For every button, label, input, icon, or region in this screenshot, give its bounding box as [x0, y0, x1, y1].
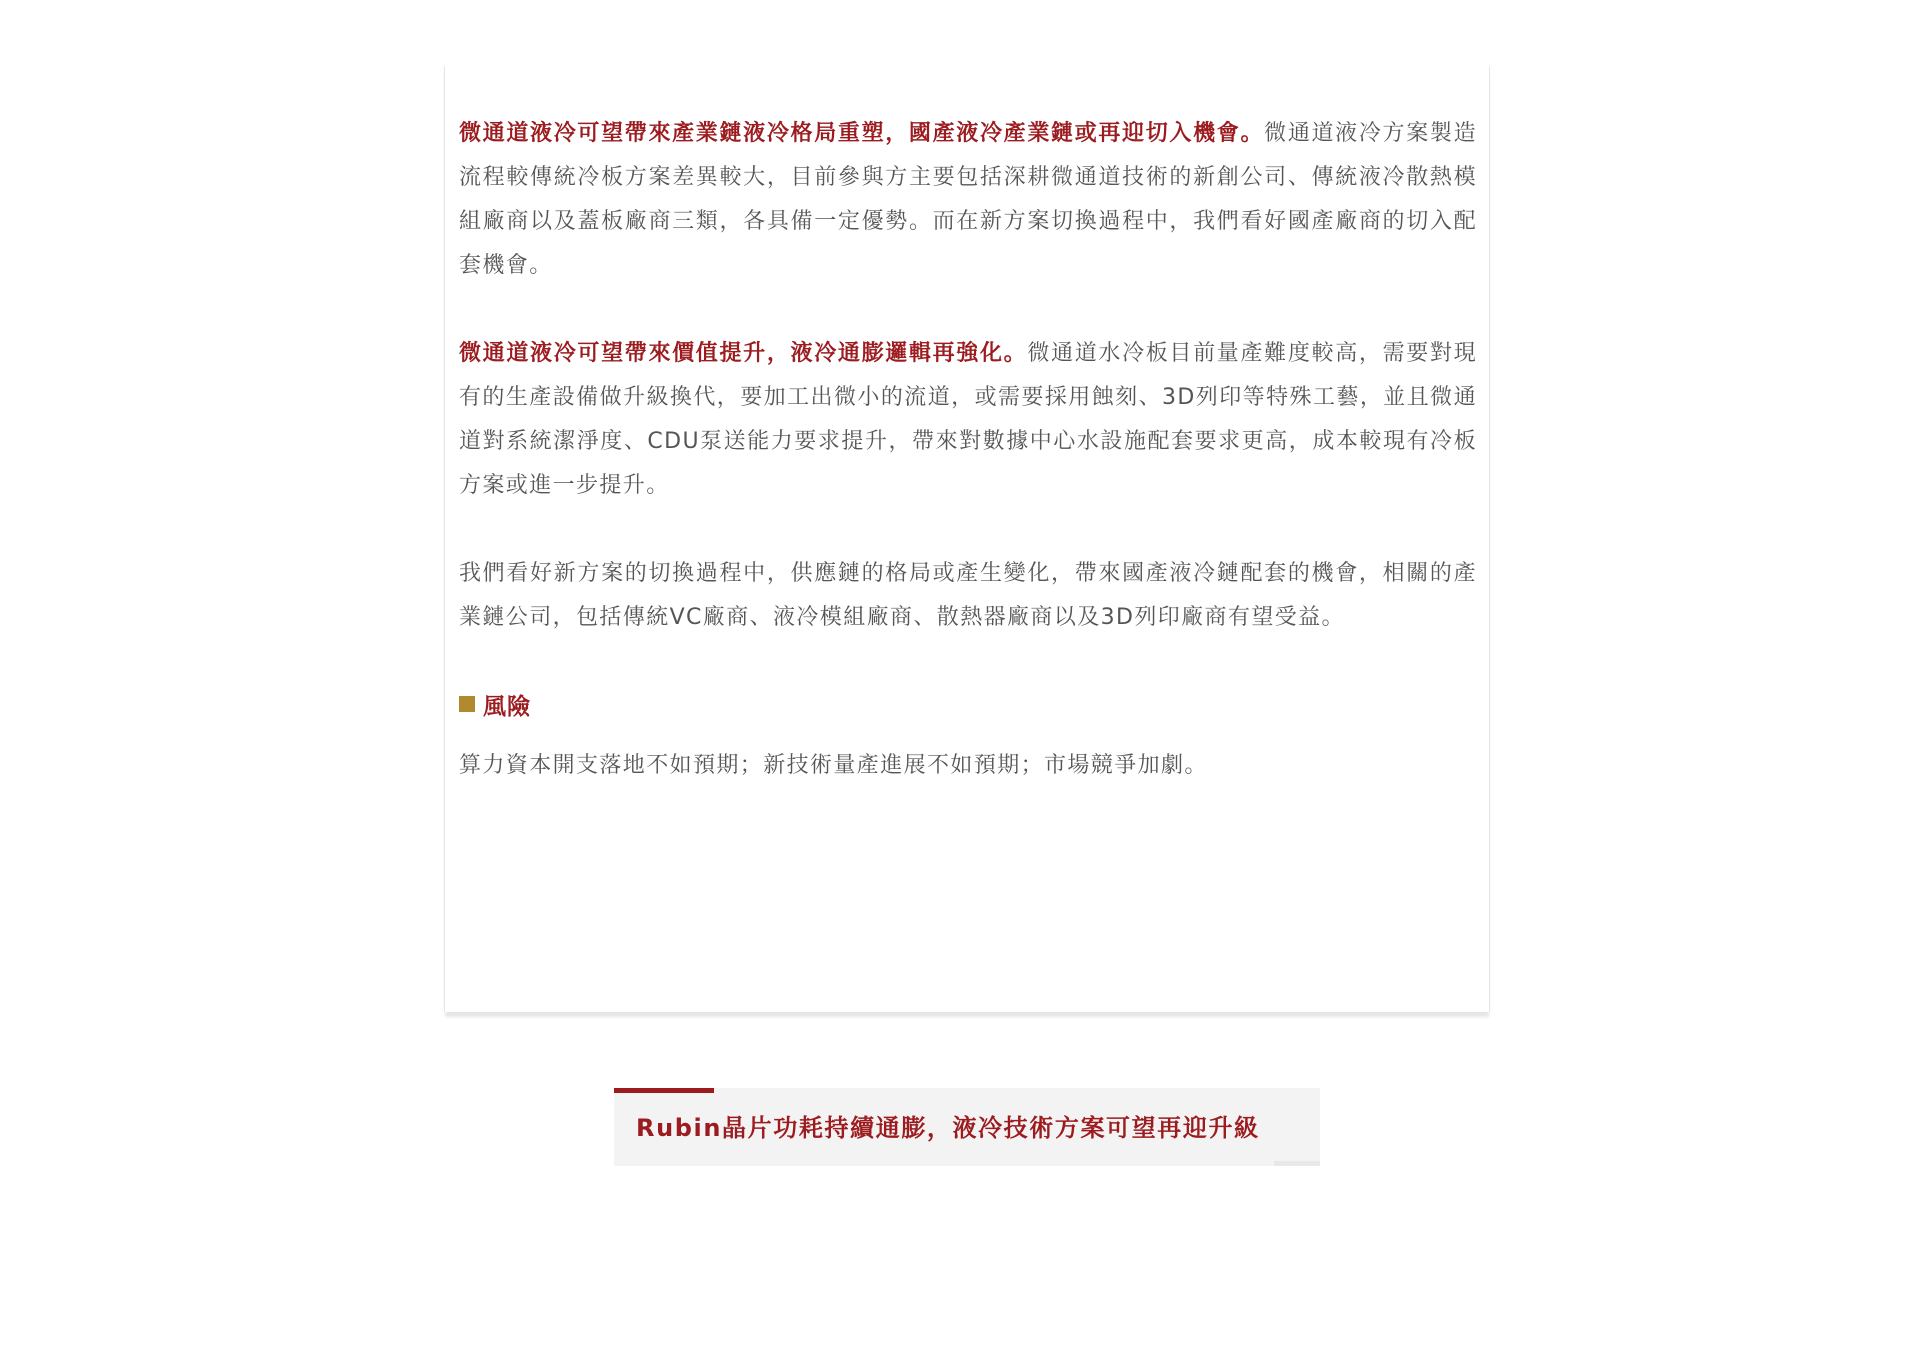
- paragraph-3: [459, 552, 1477, 640]
- next-article-banner[interactable]: [614, 1088, 1320, 1166]
- paragraph-2: [459, 332, 1477, 508]
- paragraph-2-lead: 微通道液冷可望帶來價值提升，液冷通膨邏輯再強化。: [459, 341, 1028, 366]
- paragraph-1-body: 微通道液冷方案製造流程較傳統冷板方案差異較大，目前參與方主要包括深耕微通道技術的新創公司、傳統液冷散熱模組廠商以及蓋板廠商三類，各具備一定優勢。而在新方案切換過程中，我們看好國產廠商的切入配套機會。: [459, 121, 1477, 278]
- risk-section-title: 風險: [483, 693, 531, 720]
- article-card: [444, 66, 1490, 1012]
- paragraph-2-body: 微通道水冷板目前量產難度較高，需要對現有的生產設備做升級換代，要加工出微小的流道，或需要採用蝕刻、3D列印等特殊工藝，並且微通道對系統潔淨度、CDU泵送能力要求提升，帶來對數據中心水設施配套要求更高，成本較現有冷板方案或進一步提升。: [459, 341, 1477, 498]
- risk-text: 算力資本開支落地不如預期；新技術量產進展不如預期；市場競爭加劇。: [459, 753, 1208, 778]
- paragraph-1: [459, 112, 1477, 288]
- banner-accent-bar: [614, 1088, 714, 1093]
- paragraph-1-lead: 微通道液冷可望帶來產業鏈液冷格局重塑，國產液冷產業鏈或再迎切入機會。: [459, 121, 1265, 146]
- article-body: [459, 112, 1477, 788]
- banner-corner-tab: [1274, 1161, 1320, 1166]
- risk-section-header: [459, 684, 1477, 724]
- square-bullet-icon: [459, 696, 475, 712]
- paragraph-3-body: 我們看好新方案的切換過程中，供應鏈的格局或產生變化，帶來國產液冷鏈配套的機會，相關的產業鏈公司，包括傳統VC廠商、液冷模組廠商、散熱器廠商以及3D列印廠商有望受益。: [459, 561, 1477, 630]
- next-article-link[interactable]: Rubin晶片功耗持續通膨，液冷技術方案可望再迎升級: [636, 1114, 1260, 1142]
